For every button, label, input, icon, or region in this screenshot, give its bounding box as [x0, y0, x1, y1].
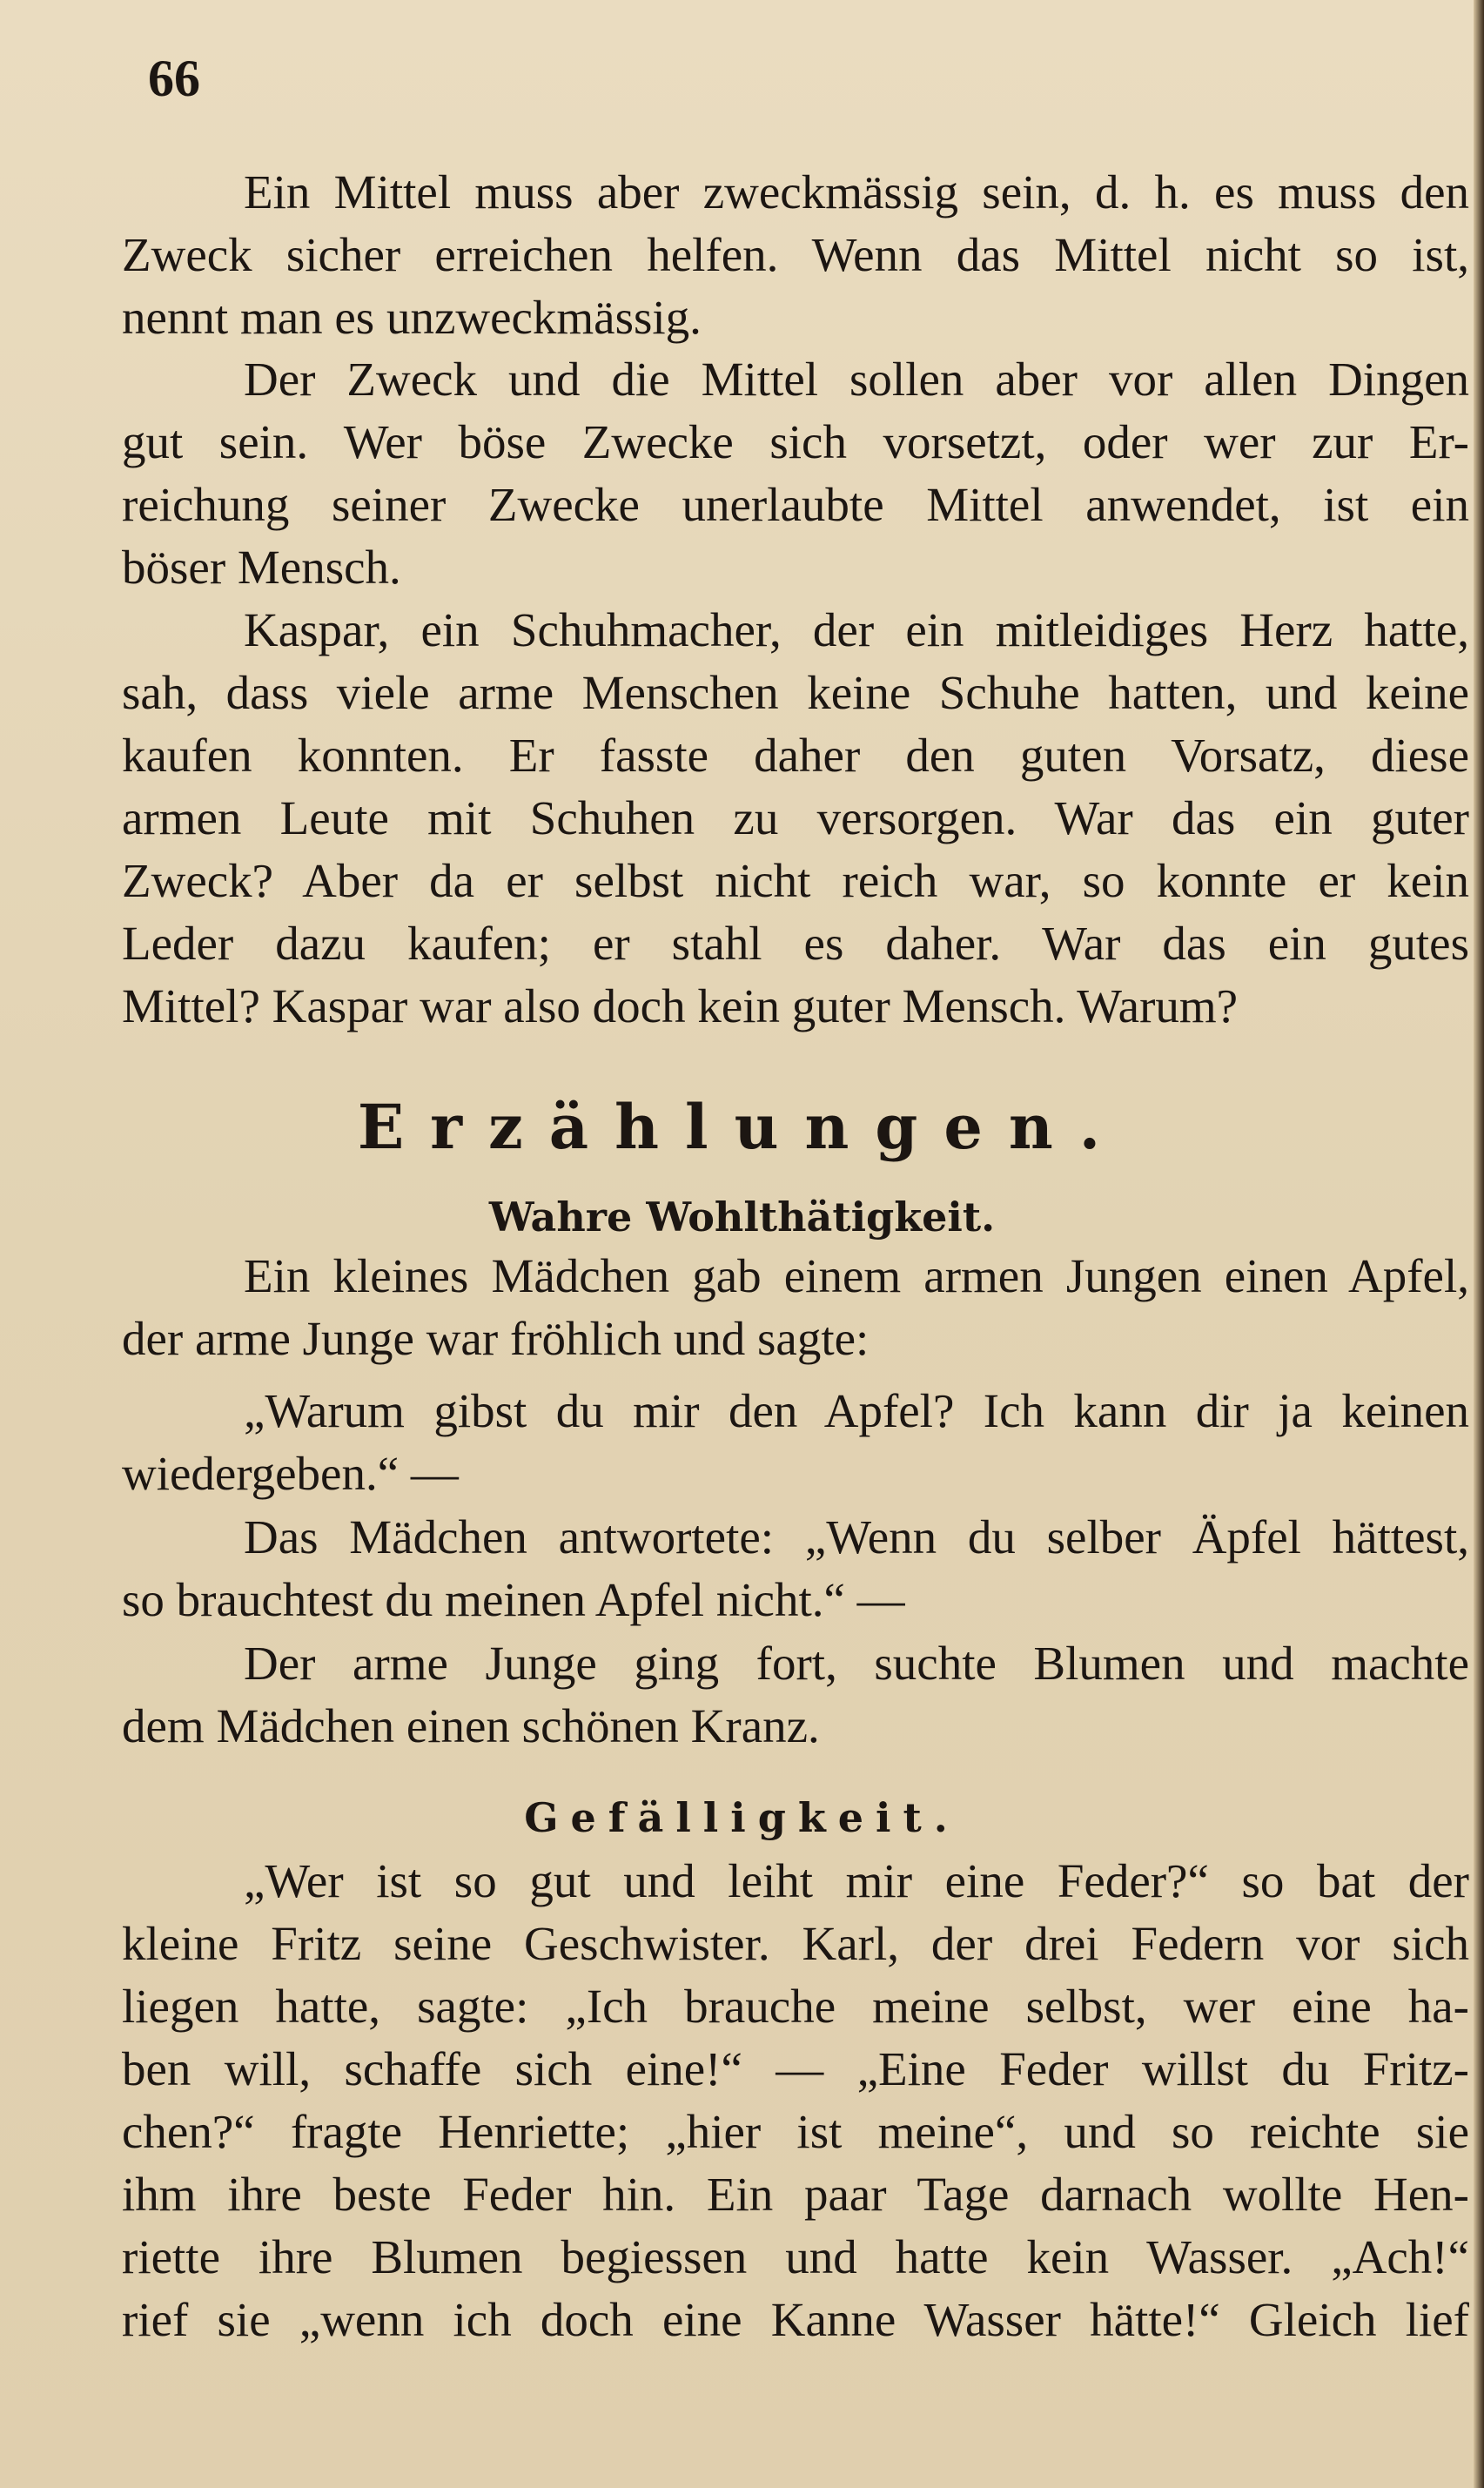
- story1-paragraph-4: [122, 1632, 1469, 1758]
- text-line: der arme Junge war fröhlich und sagte:: [122, 1312, 870, 1365]
- text-line: chen?“ fragte Henriette; „hier ist meine“, und so reichte sie: [122, 2105, 1469, 2158]
- text-line: dem Mädchen einen schönen Kranz.: [122, 1699, 820, 1752]
- text-line: liegen hatte, sagte: „Ich brauche meine selbst, wer eine ha-: [122, 1980, 1469, 2033]
- text-line: kleine Fritz seine Geschwister. Karl, der drei Federn vor sich: [122, 1917, 1469, 1970]
- story-title-gefaelligkeit: Gefälligkeit.: [524, 1794, 960, 1841]
- text-line: so brauchtest du meinen Apfel nicht.“ —: [122, 1573, 905, 1626]
- text-line: wiedergeben.“ —: [122, 1447, 459, 1500]
- text-line: Leder dazu kaufen; er stahl es daher. War das ein gutes: [122, 917, 1469, 970]
- text-line: nennt man es unzweckmässig.: [122, 291, 702, 344]
- text-line: böser Mensch.: [122, 541, 401, 594]
- story1-paragraph-1: [122, 1245, 1469, 1370]
- text-line: rief sie „wenn ich doch eine Kanne Wasser hätte!“ Gleich lief: [122, 2293, 1469, 2346]
- section-title: Erzählungen.: [357, 1091, 1127, 1163]
- intro-paragraph-1: [122, 161, 1469, 349]
- text-line: Mittel? Kaspar war also doch kein guter Mensch. Warum?: [122, 979, 1239, 1032]
- text-line: „Wer ist so gut und leiht mir eine Feder?“ so bat der: [244, 1854, 1469, 1907]
- text-line: gut sein. Wer böse Zwecke sich vorsetzt, oder wer zur Er-: [122, 415, 1469, 468]
- text-line: riette ihre Blumen begiessen und hatte kein Wasser. „Ach!“: [122, 2230, 1469, 2283]
- text-line: armen Leute mit Schuhen zu versorgen. War das ein guter: [122, 791, 1469, 844]
- intro-paragraph-2: [122, 348, 1469, 599]
- intro-paragraph-3: [122, 599, 1469, 1038]
- text-line: kaufen konnten. Er fasste daher den guten Vorsatz, diese: [122, 729, 1469, 782]
- text-line: Das Mädchen antwortete: „Wenn du selber Äpfel hättest,: [244, 1510, 1469, 1563]
- story2-paragraph-1: [122, 1850, 1469, 2351]
- text-line: Zweck sicher erreichen helfen. Wenn das Mittel nicht so ist,: [122, 228, 1469, 281]
- text-line: sah, dass viele arme Menschen keine Schuhe hatten, und keine: [122, 666, 1469, 719]
- text-line: Kaspar, ein Schuhmacher, der ein mitleidiges Herz hatte,: [244, 603, 1469, 656]
- page-number: 66: [148, 50, 200, 107]
- text-line: „Warum gibst du mir den Apfel? Ich kann dir ja keinen: [244, 1384, 1469, 1437]
- text-line: reichung seiner Zwecke unerlaubte Mittel anwendet, ist ein: [122, 478, 1469, 531]
- text-line: ben will, schaffe sich eine!“ — „Eine Feder willst du Fritz-: [122, 2042, 1469, 2095]
- page-edge: [1474, 0, 1484, 2488]
- text-line: Zweck? Aber da er selbst nicht reich war, so konnte er kein: [122, 854, 1469, 907]
- text-line: Ein Mittel muss aber zweckmässig sein, d. h. es muss den: [244, 165, 1469, 219]
- story1-paragraph-2: [122, 1380, 1469, 1505]
- story-title-wahre-wohlthaetigkeit: Wahre Wohlthätigkeit.: [488, 1194, 996, 1241]
- text-line: Ein kleines Mädchen gab einem armen Jungen einen Apfel,: [244, 1249, 1469, 1302]
- text-line: Der Zweck und die Mittel sollen aber vor allen Dingen: [244, 353, 1469, 406]
- text-line: Der arme Junge ging fort, suchte Blumen und machte: [244, 1637, 1469, 1690]
- story1-paragraph-3: [122, 1506, 1469, 1631]
- text-line: ihm ihre beste Feder hin. Ein paar Tage darnach wollte Hen-: [122, 2168, 1469, 2221]
